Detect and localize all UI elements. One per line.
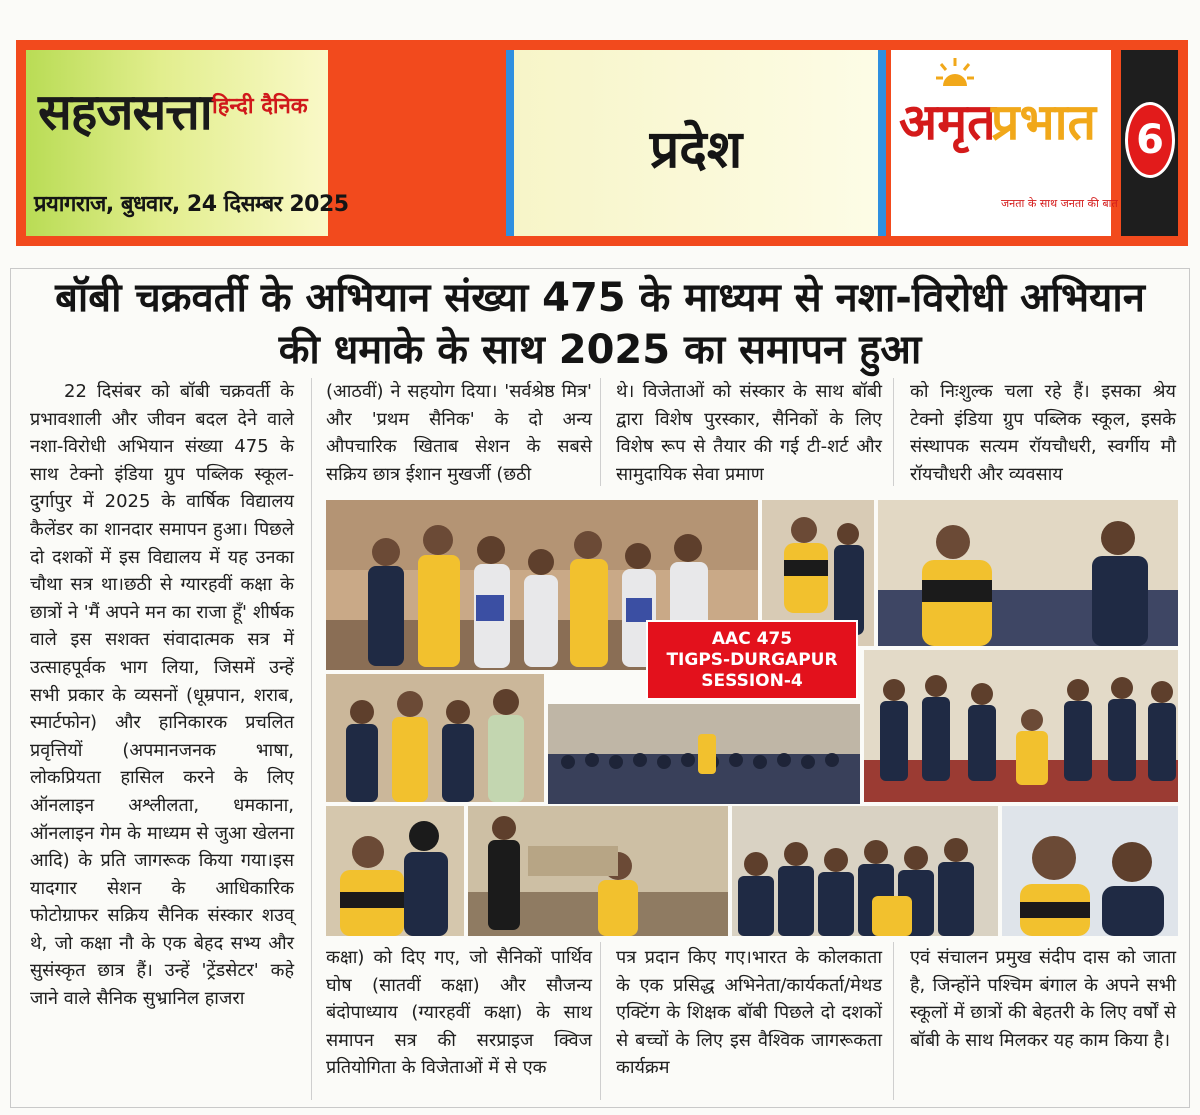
section-banner bbox=[506, 50, 886, 236]
paper-name: सहजसत्ता bbox=[38, 82, 212, 141]
masthead bbox=[16, 40, 1188, 246]
column-divider bbox=[311, 378, 312, 1100]
brand-name-part1: अमृत bbox=[899, 92, 996, 151]
photo-actor-hug bbox=[326, 806, 464, 936]
column-divider bbox=[600, 378, 601, 486]
photo-students-gesture bbox=[864, 650, 1178, 802]
article-column-4-top: को निःशुल्क चला रहे हैं। इसका श्रेय टेक्नो इंडिया ग्रुप पब्लिक स्कूल, इसके संस्थापक सत्यम रॉयचौधरी, स्वर्गीय मौ रॉयचौधरी और व्यवसाय bbox=[910, 381, 1176, 485]
dateline: प्रयागराज, बुधवार, 24 दिसम्बर 2025 bbox=[34, 192, 349, 217]
photo-stage-pointing bbox=[468, 806, 728, 936]
page-number-circle bbox=[1125, 102, 1175, 178]
column-divider bbox=[893, 942, 894, 1100]
photo-actor-with-student bbox=[878, 500, 1178, 646]
caption-line-3: SESSION-4 bbox=[701, 670, 803, 691]
article-column-2-bottom: कक्षा) को दिए गए, जो सैनिकों पार्थिव घोष (सातवीं कक्षा) और सौजन्य बंदोपाध्याय (ग्यारहवीं कक्षा) के साथ समापन सत्र की सरप्राइज क्विज प्रतियोगिता के विजेताओं में से एक bbox=[326, 947, 592, 1079]
column-divider bbox=[893, 378, 894, 486]
article-column-3-top: थे। विजेताओं को संस्कार के साथ बॉबी द्वारा विशेष पुरस्कार, सैनिकों के लिए विशेष रूप से तैयार की गई टी-शर्ट और सामुदायिक सेवा प्रमाण bbox=[616, 381, 882, 485]
brand-logo bbox=[891, 50, 1118, 236]
brand-name-part2: प्रभात bbox=[991, 92, 1097, 151]
photo-group-uniforms bbox=[326, 674, 544, 802]
page-badge bbox=[1121, 50, 1178, 236]
page-number: 6 bbox=[1136, 117, 1164, 163]
caption-line-1: AAC 475 bbox=[711, 628, 793, 649]
masthead-left-panel bbox=[26, 50, 349, 236]
photo-auditorium bbox=[548, 704, 860, 804]
photo-actor-selfie bbox=[1002, 806, 1178, 936]
brand-slogan: जनता के साथ जनता की बात bbox=[1001, 197, 1118, 210]
column-divider bbox=[600, 942, 601, 1100]
photo-collage bbox=[326, 500, 1178, 936]
article-column-4-bottom: एवं संचालन प्रमुख संदीप दास को जाता है, जिन्होंने पश्चिम बंगाल के अपने सभी स्कूलों में छात्रों की बेहतरी के लिए वर्षों से बॉबी के साथ मिलकर यह काम किया है। bbox=[910, 947, 1176, 1051]
photo-students-crowd bbox=[732, 806, 998, 936]
article-column-1: 22 दिसंबर को बॉबी चक्रवर्ती के प्रभावशाली और जीवन बदल देने वाले नशा-विरोधी अभियान संख्या 475 के साथ टेक्नो इंडिया ग्रुप पब्लिक स्कूल-दुर्गापुर में 2025 के वार्षिक विद्यालय कैलेंडर का शानदार समापन हुआ। पिछले दो दशकों में इस विद्यालय में यह उनका चौथा सत्र था।छठी से ग्यारहवीं कक्षा के छात्रों ने 'मैं अपने मन का राजा हूँ' शीर्षक वाले इस सशक्त संवादात्मक सत्र में उत्साहपूर्वक भाग लिया, जिसमें उन्हें सभी प्रकार के व्यसनों (धूम्रपान, शराब, स्मार्टफोन) और हानिकारक प्रचलित प्रवृत्तियों (अपमानजनक भाषा, लोकप्रियता हासिल करने के लिए ऑनलाइन अश्लीलता, धमकाना, ऑनलाइन गेम के माध्यम से जुआ खेलना आदि) के प्रति जागरूक किया गया।इस यादगार सेशन के आधिकारिक फोटोग्राफर सक्रिय सैनिक संस्कार शउव् थे, जो कक्षा नौ के एक बेहद सभ्य और सुसंस्कृत छात्र हैं। उन्हें 'ट्रेंडसेटर' कहे जाने वाले सैनिक सुभ्रानिल हाजरा bbox=[30, 381, 294, 1010]
article-column-2-top: (आठवीं) ने सहयोग दिया। 'सर्वश्रेष्ठ मित्र' और 'प्रथम सैनिक' के दो अन्य औपचारिक खिताब सेशन के सबसे सक्रिय छात्र ईशान मुखर्जी (छठी bbox=[326, 381, 592, 485]
article-headline: बॉबी चक्रवर्ती के अभियान संख्या 475 के माध्यम से नशा-विरोधी अभियान की धमाके के साथ 2025 का समापन हुआ bbox=[55, 275, 1145, 373]
photo-caption-box bbox=[646, 620, 858, 700]
article-column-3-bottom: पत्र प्रदान किए गए।भारत के कोलकाता के एक प्रसिद्ध अभिनेता/कार्यकर्ता/मेथड एक्टिंग के शिक्षक बॉबी पिछले दो दशकों से बच्चों के लिए इस वैश्विक जागरूकता कार्यक्रम bbox=[616, 947, 882, 1079]
caption-line-2: TIGPS-DURGAPUR bbox=[666, 649, 838, 670]
section-title: प्रदेश bbox=[649, 120, 743, 180]
paper-tagline: हिन्दी दैनिक bbox=[212, 94, 308, 119]
